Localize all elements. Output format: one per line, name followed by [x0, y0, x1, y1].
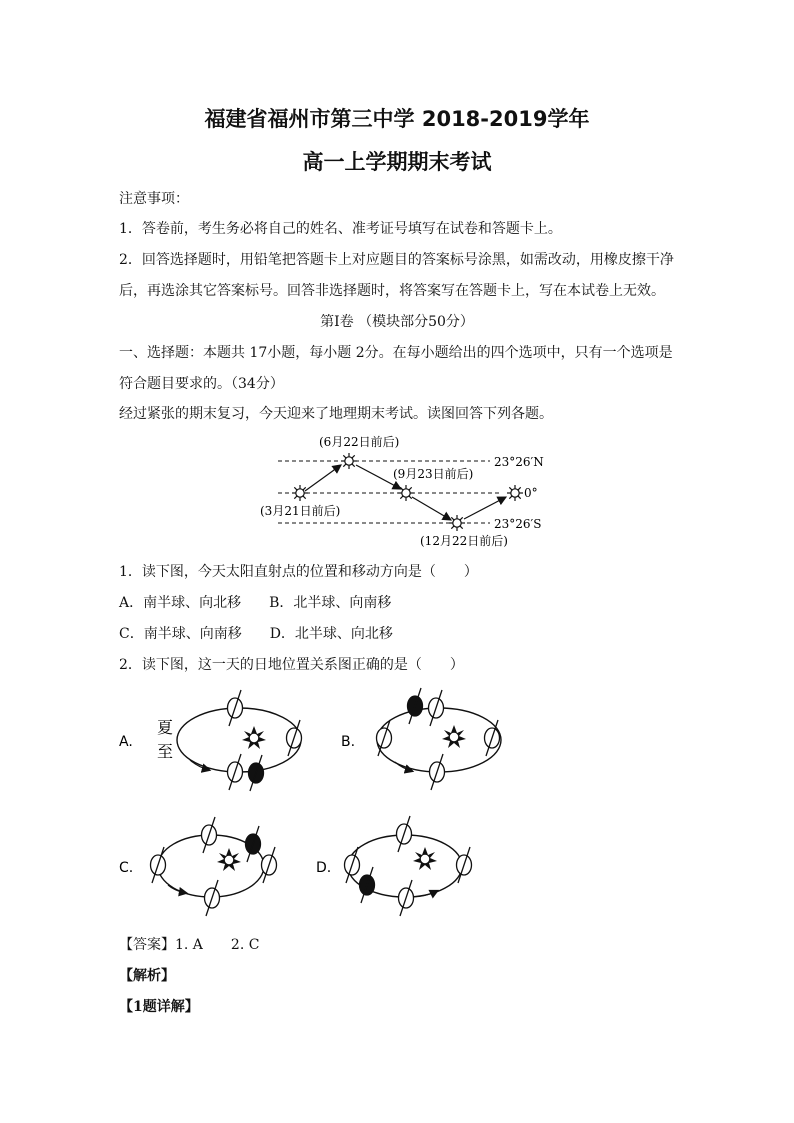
analysis-heading: 【解析】 [119, 968, 175, 984]
summer-solstice-label-1: 夏 [157, 718, 174, 737]
question-1-detail-heading: 【1题详解】 [119, 999, 199, 1015]
question-1-options-line2: C．南半球、向南移 D．北半球、向北移 [119, 626, 393, 642]
notice-item-2-line1: 2．回答选择题时，用铅笔把答题卡上对应题目的答案标号涂黑，如需改动，用橡皮擦干净 [119, 252, 674, 268]
option-d-label: D. [316, 860, 332, 876]
notice-item-1: 1．答卷前，考生务必将自己的姓名、准考证号填写在试卷和答题卡上。 [119, 221, 562, 237]
option-c-label: C. [119, 860, 134, 876]
label-september: (9月23日前后) [393, 467, 474, 481]
option-b-label: B. [341, 734, 356, 750]
answer-line: 【答案】1. A 2. C [119, 937, 260, 953]
option-b-earth-bottom-icon [430, 754, 445, 790]
exam-title-line1: 福建省福州市第三中学 2018-2019学年 [204, 107, 590, 131]
passage-intro: 经过紧张的期末复习，今天迎来了地理期末考试。读图回答下列各题。 [119, 406, 553, 422]
option-b-earth-highlight-icon [408, 688, 423, 724]
option-c-earth-bottom-icon [205, 880, 220, 916]
option-a-label: A. [119, 734, 133, 750]
question-1-stem: 1．读下图，今天太阳直射点的位置和移动方向是（ ） [119, 564, 478, 580]
option-d-earth-highlight-icon [360, 867, 375, 903]
option-c-earth-right-icon [262, 847, 277, 883]
option-b-sun-icon [442, 725, 466, 748]
option-a-earth-highlight-icon [249, 755, 264, 791]
notice-heading: 注意事项： [119, 191, 189, 207]
option-b-earth-top-icon [429, 690, 444, 726]
option-c-earth-highlight-icon [246, 826, 261, 862]
option-c-sun-icon [217, 848, 241, 871]
label-lat-equator: 0° [524, 486, 538, 500]
option-a-sun-icon [242, 726, 266, 749]
volume-title: 第Ⅰ卷 （模块部分50分） [320, 314, 474, 330]
option-a-earth-top-icon [228, 690, 243, 726]
label-march: (3月21日前后) [260, 504, 341, 518]
label-june: (6月22日前后) [319, 435, 400, 449]
label-lat-south: 23°26′S [494, 517, 542, 531]
part1-instruction-line2: 符合题目要求的。（34分） [119, 376, 284, 392]
summer-solstice-label-2: 至 [157, 742, 174, 761]
option-d-earth-top-icon [397, 816, 412, 852]
question-1-options-line1: A．南半球、向北移 B．北半球、向南移 [119, 595, 392, 611]
option-a-orbit [177, 708, 301, 772]
option-a-earth-bottom-icon [228, 754, 243, 790]
label-lat-north: 23°26′N [494, 455, 544, 469]
option-d-sun-icon [413, 847, 437, 870]
part1-instruction-line1: 一、选择题：本题共 17小题，每小题 2分。在每小题给出的四个选项中，只有一个选项是 [119, 345, 673, 361]
exam-title-line2: 高一上学期期末考试 [302, 150, 492, 174]
option-d-earth-bottom-icon [399, 880, 414, 916]
label-december: (12月22日前后) [420, 534, 508, 548]
notice-item-2-line2: 后，再选涂其它答案标号。回答非选择题时，将答案写在答题卡上，写在本试卷上无效。 [119, 283, 665, 299]
option-c-earth-top-icon [202, 817, 217, 853]
question-2-stem: 2．读下图，这一天的日地位置关系图正确的是（ ） [119, 657, 464, 673]
